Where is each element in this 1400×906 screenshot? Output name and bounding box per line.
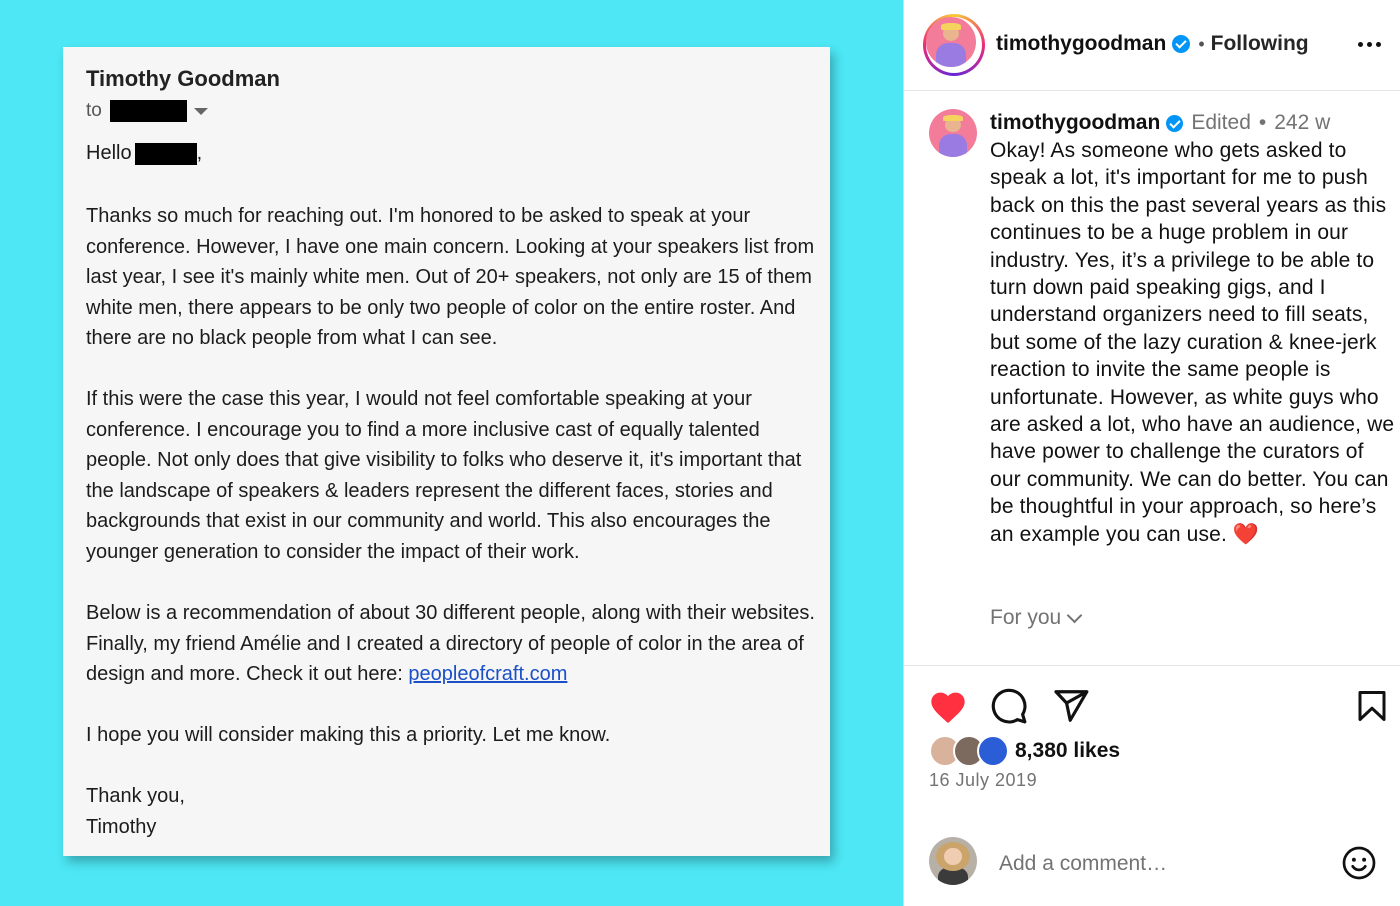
more-options-icon[interactable]	[1358, 42, 1381, 47]
caption-text	[990, 137, 1395, 548]
post-caption	[990, 108, 1395, 548]
chevron-down-icon	[1067, 607, 1083, 623]
email-to-label: to	[86, 100, 102, 121]
for-you-label: For you	[990, 606, 1062, 629]
post-actions	[904, 685, 1400, 725]
email-signoff: Thank you,	[86, 785, 185, 807]
for-you-dropdown[interactable]	[990, 606, 1080, 630]
likes-row	[929, 735, 1120, 767]
smiley-icon[interactable]	[1341, 845, 1377, 886]
following-button[interactable]: Following	[1210, 32, 1309, 55]
current-user-avatar	[929, 837, 977, 885]
email-paragraph	[86, 598, 816, 690]
post-date: 16 July 2019	[929, 770, 1038, 790]
email-closing	[86, 781, 816, 842]
author-avatar[interactable]	[923, 14, 985, 76]
email-sender-name: Timothy Goodman	[86, 66, 280, 91]
email-paragraph: Thanks so much for reaching out. I'm honored to be asked to speak at your conference. However, I have one main concern. Looking at your speakers list from last year, I see it's mainly white men. Out of 20+ speakers, not only are 15 of them white men, there appears to be only two people of color on the entire roster. And there are no black people from what I can see.	[86, 205, 815, 349]
paper-plane-icon[interactable]	[1052, 687, 1090, 730]
avatar[interactable]	[977, 735, 1009, 767]
email-card	[63, 47, 830, 856]
likes-count[interactable]: 8,380 likes	[1015, 739, 1121, 762]
caption-meta	[990, 108, 1395, 138]
email-paragraph: I hope you will consider making this a priority. Let me know.	[86, 724, 611, 746]
email-paragraph-text: Below is a recommendation of about 30 different people, along with their websites. Finally, my friend Amélie and I created a directory of people of color in the area of design and more. Check it out here:	[86, 602, 815, 685]
verified-badge-icon	[1166, 115, 1183, 132]
greeting-text: Hello	[86, 142, 132, 164]
email-paragraph: If this were the case this year, I would not feel comfortable speaking at your conference. I encourage you to find a more inclusive cast of equally talented people. Not only does that give visibility to folks who deserve it, it's important that the landscape of speakers & leaders represent the different faces, stories and backgrounds that exist in our community and world. This also encourages the younger generation to consider the impact of their work.	[86, 388, 802, 563]
email-signature: Timothy	[86, 815, 157, 838]
comment-bar	[904, 826, 1400, 906]
speech-bubble-icon[interactable]	[990, 687, 1028, 730]
instagram-post-panel	[903, 0, 1400, 906]
header-separator: •	[1198, 33, 1205, 54]
verified-badge-icon	[1172, 35, 1190, 53]
comment-input[interactable]	[997, 848, 1321, 880]
redacted-name	[135, 143, 197, 165]
caption-author-avatar[interactable]	[929, 109, 977, 157]
meta-separator: •	[1258, 111, 1267, 134]
email-recipient-row	[86, 99, 208, 123]
bookmark-icon[interactable]	[1354, 687, 1390, 730]
divider	[904, 665, 1400, 666]
header-username[interactable]: timothygoodman	[996, 32, 1167, 55]
email-greeting	[86, 142, 202, 165]
caption-username[interactable]: timothygoodman	[990, 111, 1161, 134]
liker-avatars	[929, 735, 1001, 767]
greeting-comma: ,	[196, 142, 203, 164]
post-age[interactable]: 242 w	[1274, 111, 1331, 134]
caption-body: Okay! As someone who gets asked to speak a lot, it's important for me to push back on this the past several years as this continues to be a huge problem in our industry. Yes, it’s a privilege to be able to turn down paid speaking gigs, and I understand organizers need to fill seats, but some of the lazy curation & knee-jerk reaction to invite the same people is unfortunate. However, as white guys who are asked a lot, who have an audience, we have power to challenge the curators of our community. We can do better. You can be thoughtful in your approach, so here’s an example you can use.	[990, 139, 1395, 546]
edited-label: Edited	[1191, 111, 1251, 134]
header-user-info	[996, 32, 1309, 56]
heart-filled-icon[interactable]	[928, 687, 968, 730]
redacted-recipient	[110, 100, 187, 122]
red-heart-emoji-icon: ❤️	[1232, 522, 1260, 546]
caret-down-icon	[194, 108, 208, 115]
peopleofcraft-link: peopleofcraft.com	[408, 663, 568, 685]
post-header	[904, 0, 1400, 91]
